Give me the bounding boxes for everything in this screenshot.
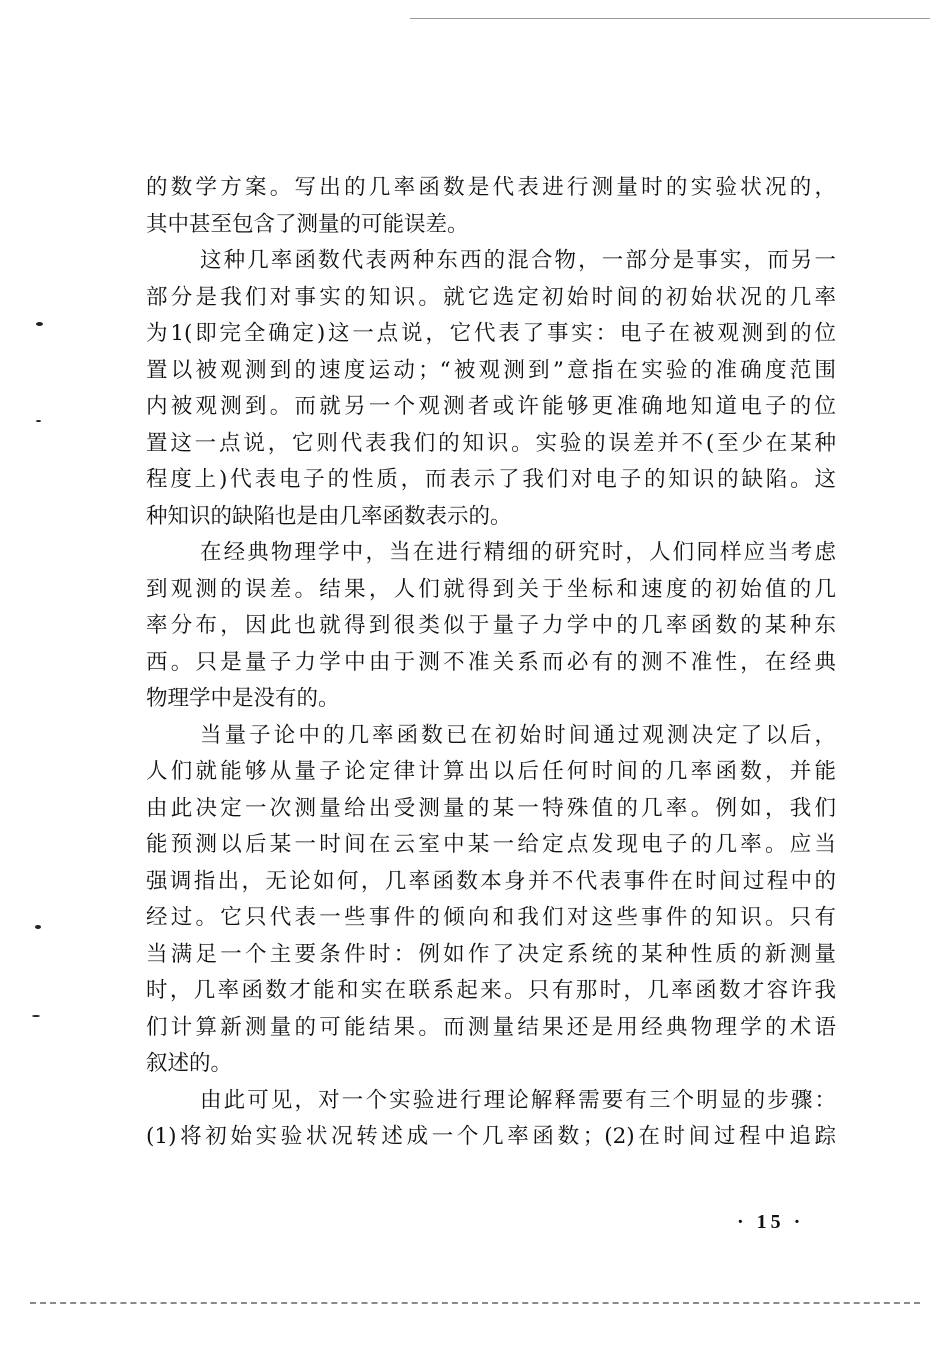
text-line: 置这一点说，它则代表我们的知识。实验的误差并不(至少在某种 (146, 430, 836, 456)
scan-edge-line (410, 18, 930, 19)
text-line: 物理学中是没有的。 (146, 686, 340, 711)
scan-speck (36, 322, 43, 326)
text-line: 叙述的。 (146, 1051, 233, 1076)
text-line: 置以被观测到的速度运动；“被观测到”意指在实验的准确度范围 (146, 357, 836, 383)
text-line: 其中甚至包含了测量的可能误差。 (146, 211, 469, 237)
text-line: 由此决定一次测量给出受测量的某一特殊值的几率。例如，我们 (146, 795, 836, 821)
text-line: 由此可见，对一个实验进行理论解释需要有三个明显的步骤： (200, 1087, 836, 1113)
text-line: 西。只是量子力学中由于测不准关系而必有的测不准性，在经典 (146, 649, 836, 675)
scan-speck (32, 1015, 40, 1017)
text-line: 能预测以后某一时间在云室中某一给定点发现电子的几率。应当 (146, 832, 836, 857)
text-line: 在经典物理学中，当在进行精细的研究时，人们同样应当考虑 (200, 540, 836, 565)
scan-edge-line (30, 1302, 920, 1304)
text-line: 部分是我们对事实的知识。就它选定初始时间的初始状况的几率 (146, 284, 836, 310)
text-line: 强调指出，无论如何，几率函数本身并不代表事件在时间过程中的 (146, 868, 836, 894)
text-line: 到观测的误差。结果，人们就得到关于坐标和速度的初始值的几 (146, 576, 836, 602)
text-line: 率分布，因此也就得到很类似于量子力学中的几率函数的某种东 (146, 613, 836, 638)
text-line: 们计算新测量的可能结果。而测量结果还是用经典物理学的术语 (146, 1014, 836, 1040)
text-line: 当量子论中的几率函数已在初始时间通过观测决定了以后， (200, 722, 836, 748)
text-line: 当满足一个主要条件时：例如作了决定系统的某种性质的新测量 (146, 941, 836, 967)
text-line: 人们就能够从量子论定律计算出以后任何时间的几率函数，并能 (146, 759, 836, 784)
text-line: 为1(即完全确定)这一点说，它代表了事实：电子在被观测到的位 (146, 321, 836, 346)
text-line: 这种几率函数代表两种东西的混合物，一部分是事实，而另一 (200, 248, 836, 273)
page-number: · 15 · (737, 1211, 805, 1233)
text-line: 经过。它只代表一些事件的倾向和我们对这些事件的知识。只有 (146, 905, 836, 930)
text-line: 种知识的缺陷也是由几率函数表示的。 (146, 503, 512, 529)
text-line: (1)将初始实验状况转述成一个几率函数；(2)在时间过程中追踪 (146, 1124, 836, 1149)
page-body (146, 170, 836, 1156)
scan-speck (36, 420, 41, 422)
scan-speck (35, 925, 41, 929)
text-line: 内被观测到。而就另一个观测者或许能够更准确地知道电子的位 (146, 394, 836, 419)
text-line: 程度上)代表电子的性质，而表示了我们对电子的知识的缺陷。这 (146, 467, 836, 492)
text-line: 时，几率函数才能和实在联系起来。只有那时，几率函数才容许我 (146, 978, 836, 1003)
text-line: 的数学方案。写出的几率函数是代表进行测量时的实验状况的， (146, 175, 836, 200)
